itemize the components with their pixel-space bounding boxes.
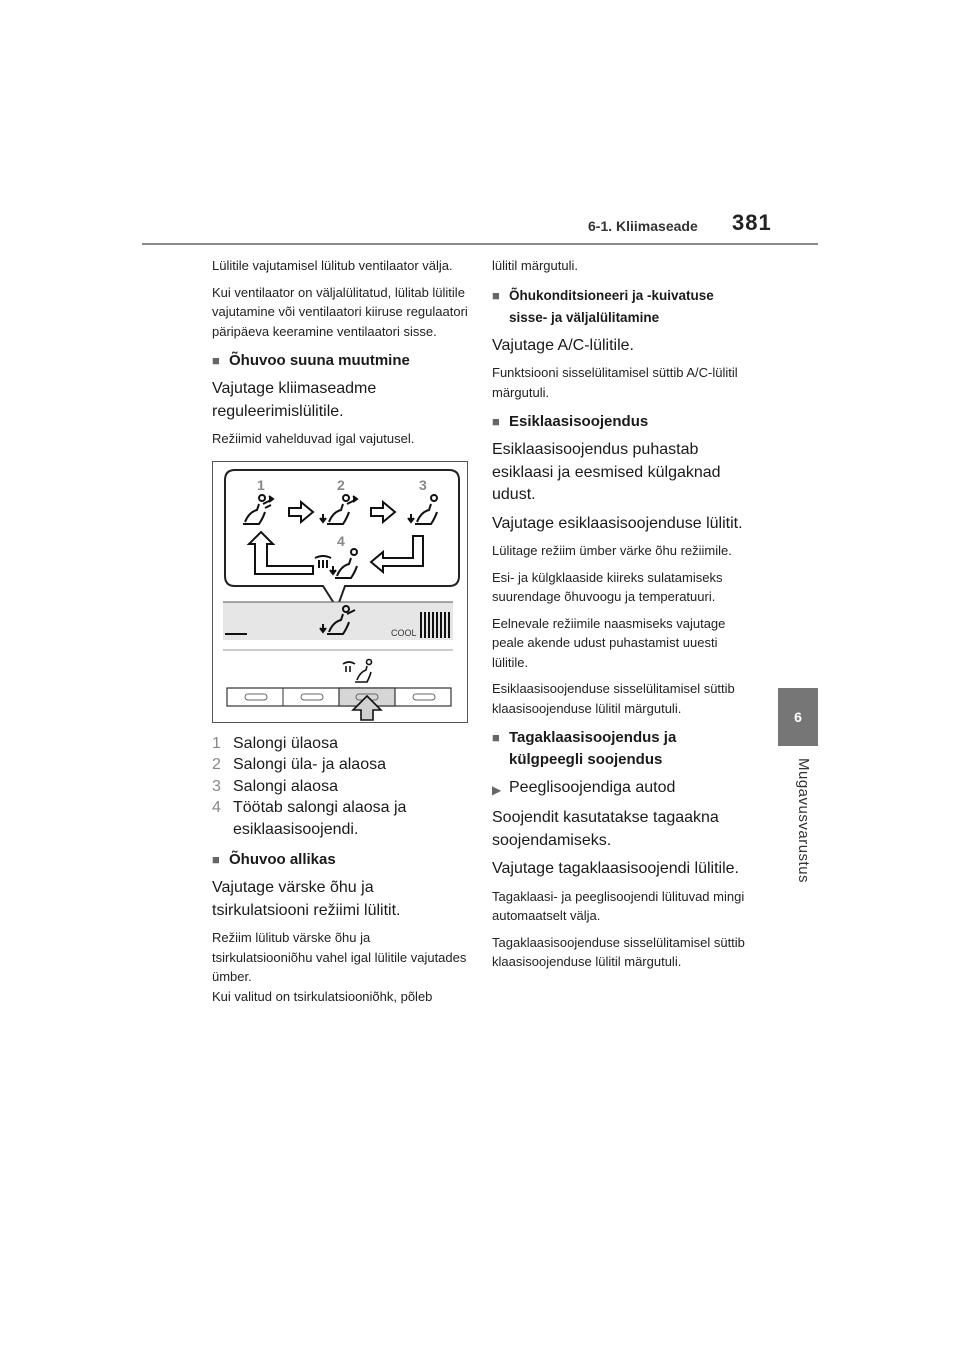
heading-text: Õhukonditsioneeri ja -kuivatuse sisse- ja väljalülitamine (509, 287, 714, 325)
list-text: Töötab salongi alaosa ja esiklaasisoojendi. (233, 799, 407, 838)
list-number: 4 (212, 799, 221, 816)
list-number: 1 (212, 734, 221, 752)
mode-label-3: 3 (419, 476, 427, 493)
note: Lülitage režiim ümber värke õhu režiimile. (492, 543, 732, 558)
list-item (212, 797, 474, 840)
instruction: Vajutage värske õhu ja tsirkulatsiooni režiimi lülitit. (212, 879, 401, 919)
note: Tagaklaasisoojenduse sisselülitamisel süttib klaasisoojenduse lülitil märgutuli. (492, 934, 745, 969)
paragraph: Lülitile vajutamisel lülitub ventilaator välja. (212, 258, 453, 273)
section-heading (212, 350, 474, 372)
chapter-label: Mugavusvarustus (795, 758, 812, 884)
heading-text: Õhuvoo suuna muutmine (229, 352, 410, 369)
mode-label-1: 1 (257, 476, 265, 493)
sub-heading (492, 777, 754, 801)
instruction: Vajutage A/C-lülitile. (492, 336, 634, 354)
airflow-mode-illustration (213, 462, 467, 722)
mode-label-4: 4 (337, 532, 345, 549)
note: Režiim lülitub värske õhu ja tsirkulatsiooniõhu vahel igal lülitile vajutades ümber. (212, 930, 467, 984)
note: Esi- ja külgklaaside kiireks sulatamiseks suurendage õhuvoogu ja temperatuuri. (492, 569, 723, 604)
note: Tagaklaasi- ja peeglisoojendi lülituvad mingi automaatselt välja. (492, 888, 745, 923)
paragraph: Soojendit kasutatakse tagaakna soojendamiseks. (492, 809, 719, 849)
mode-button-icon (343, 659, 372, 682)
list-number: 3 (212, 777, 221, 795)
black-square-icon: ■ (492, 287, 500, 303)
right-column (492, 256, 754, 979)
black-square-icon: ■ (212, 353, 220, 368)
note: Kui valitud on tsirkulatsiooniõhk, põleb (212, 988, 433, 1004)
list-text: Salongi alaosa (233, 777, 338, 795)
section-heading (492, 285, 754, 329)
section-heading (212, 849, 474, 871)
black-square-icon: ■ (492, 414, 500, 429)
page-number: 381 (732, 210, 772, 235)
mode-label-2: 2 (337, 476, 345, 493)
section-heading (492, 411, 754, 433)
airflow-mode-figure (212, 461, 468, 723)
instruction: Vajutage kliimaseadme reguleerimislülitile. (212, 380, 377, 420)
mode-list (212, 733, 474, 841)
list-item (212, 733, 474, 755)
list-number: 2 (212, 756, 221, 773)
note: Režiimid vahelduvad igal vajutusel. (212, 431, 415, 446)
note: Esiklaasisoojenduse sisselülitamisel süttib klaasisoojenduse lülitil märgutuli. (492, 681, 735, 716)
section-title: 6-1. Kliimaseade (588, 218, 698, 234)
black-square-icon: ■ (212, 852, 220, 867)
instruction: Vajutage tagaklaasisoojendi lülitile. (492, 860, 739, 877)
header-rule (142, 243, 818, 245)
note: Funktsiooni sisselülitamisel süttib A/C-lülitil märgutuli. (492, 365, 738, 400)
section-heading (492, 727, 754, 771)
paragraph: Kui ventilaator on väljalülitatud, lülitab lülitile vajutamine või ventilaatori kiiruse regulaatori päripäeva keeramine ventilaatori sisse. (212, 284, 468, 339)
list-text: Salongi üla- ja alaosa (233, 756, 386, 773)
note: lülitil märgutuli. (492, 258, 578, 273)
paragraph: Esiklaasisoojendus puhastab esiklaasi ja eesmised külgaknad udust. (492, 441, 721, 503)
heading-text: Õhuvoo allikas (229, 851, 336, 868)
chapter-tab: 6 (778, 688, 818, 746)
cool-indicator: COOL (391, 627, 417, 638)
left-column (212, 256, 474, 1013)
black-square-icon: ■ (492, 730, 500, 745)
triangle-right-icon: ▶ (492, 783, 502, 797)
note: Eelnevale režiimile naasmiseks vajutage peale akende udust puhastamist uuesti lülitile. (492, 615, 726, 670)
heading-text: Tagaklaasisoojendus ja külgpeegli soojendus (509, 729, 677, 768)
list-text: Salongi ülaosa (233, 734, 338, 752)
sub-heading-text: Peeglisoojendiga autod (509, 779, 676, 796)
heading-text: Esiklaasisoojendus (509, 413, 649, 430)
instruction: Vajutage esiklaasisoojenduse lülitit. (492, 514, 743, 532)
list-item (212, 754, 474, 776)
list-item (212, 776, 474, 798)
